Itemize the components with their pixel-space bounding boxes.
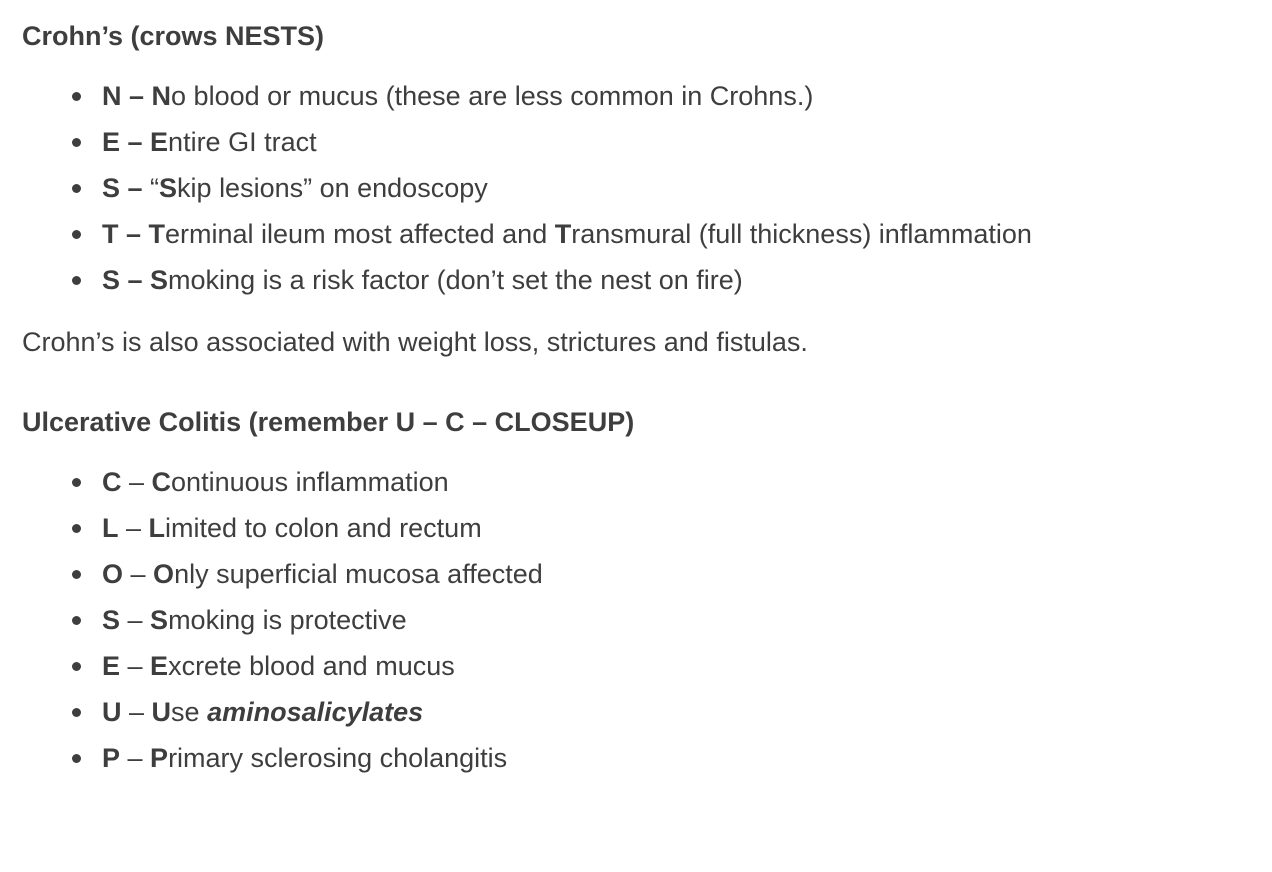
crohns-note: Crohn’s is also associated with weight loss, strictures and fistulas. bbox=[22, 327, 808, 357]
list-item bbox=[102, 689, 1272, 735]
mnemonic-key: T – T bbox=[102, 219, 166, 249]
list-item bbox=[102, 73, 1272, 119]
uc-heading: Ulcerative Colitis (remember U – C – CLOSEUP) bbox=[22, 407, 635, 437]
dash: – bbox=[123, 559, 154, 589]
list-item bbox=[102, 551, 1272, 597]
mnemonic-letter: S bbox=[102, 605, 121, 635]
mnemonic-key: E – E bbox=[102, 127, 169, 157]
mnemonic-cap: S bbox=[150, 605, 169, 635]
mnemonic-letter: C bbox=[102, 467, 122, 497]
item-text: erminal ileum most affected and bbox=[165, 219, 555, 249]
item-text: rimary sclerosing cholangitis bbox=[168, 743, 508, 773]
mnemonic-key: N – N bbox=[102, 81, 172, 111]
mnemonic-cap: T bbox=[554, 219, 572, 249]
quote-mark: “ bbox=[150, 173, 160, 203]
uc-list bbox=[22, 459, 1272, 781]
dash: – bbox=[118, 513, 149, 543]
item-text: moking is a risk factor (don’t set the nest on fire) bbox=[168, 265, 743, 295]
item-text: ransmural (full thickness) inflammation bbox=[571, 219, 1032, 249]
mnemonic-key: S – S bbox=[102, 265, 169, 295]
item-text: se bbox=[171, 697, 208, 727]
list-item bbox=[102, 165, 1272, 211]
drug-name: aminosalicylates bbox=[207, 697, 424, 727]
mnemonic-cap: U bbox=[151, 697, 172, 727]
item-text: kip lesions” on endoscopy bbox=[177, 173, 488, 203]
list-item bbox=[102, 459, 1272, 505]
mnemonic-cap: O bbox=[153, 559, 175, 589]
list-item bbox=[102, 643, 1272, 689]
list-item bbox=[102, 211, 1272, 257]
list-item bbox=[102, 119, 1272, 165]
mnemonic-key: S – bbox=[102, 173, 151, 203]
mnemonic-letter: P bbox=[102, 743, 121, 773]
mnemonic-cap: C bbox=[151, 467, 172, 497]
item-text: nly superficial mucosa affected bbox=[174, 559, 543, 589]
list-item bbox=[102, 735, 1272, 781]
item-text: ontinuous inflammation bbox=[171, 467, 449, 497]
mnemonic-cap: E bbox=[150, 651, 169, 681]
item-text: o blood or mucus (these are less common in Crohns.) bbox=[171, 81, 814, 111]
item-text: imited to colon and rectum bbox=[165, 513, 482, 543]
mnemonic-letter: L bbox=[102, 513, 119, 543]
item-text: ntire GI tract bbox=[168, 127, 317, 157]
mnemonic-letter: O bbox=[102, 559, 124, 589]
item-text: moking is protective bbox=[168, 605, 407, 635]
dash: – bbox=[120, 605, 151, 635]
mnemonic-letter: E bbox=[102, 651, 121, 681]
mnemonic-cap: L bbox=[148, 513, 166, 543]
dash: – bbox=[121, 697, 152, 727]
item-text: xcrete blood and mucus bbox=[168, 651, 455, 681]
list-item bbox=[102, 597, 1272, 643]
mnemonic-letter: U bbox=[102, 697, 122, 727]
mnemonic-cap: P bbox=[150, 743, 169, 773]
list-item bbox=[102, 257, 1272, 303]
crohns-heading: Crohn’s (crows NESTS) bbox=[22, 21, 325, 51]
dash: – bbox=[120, 743, 151, 773]
crohns-list bbox=[22, 73, 1272, 303]
dash: – bbox=[120, 651, 151, 681]
dash: – bbox=[121, 467, 152, 497]
list-item bbox=[102, 505, 1272, 551]
mnemonic-cap: S bbox=[159, 173, 178, 203]
